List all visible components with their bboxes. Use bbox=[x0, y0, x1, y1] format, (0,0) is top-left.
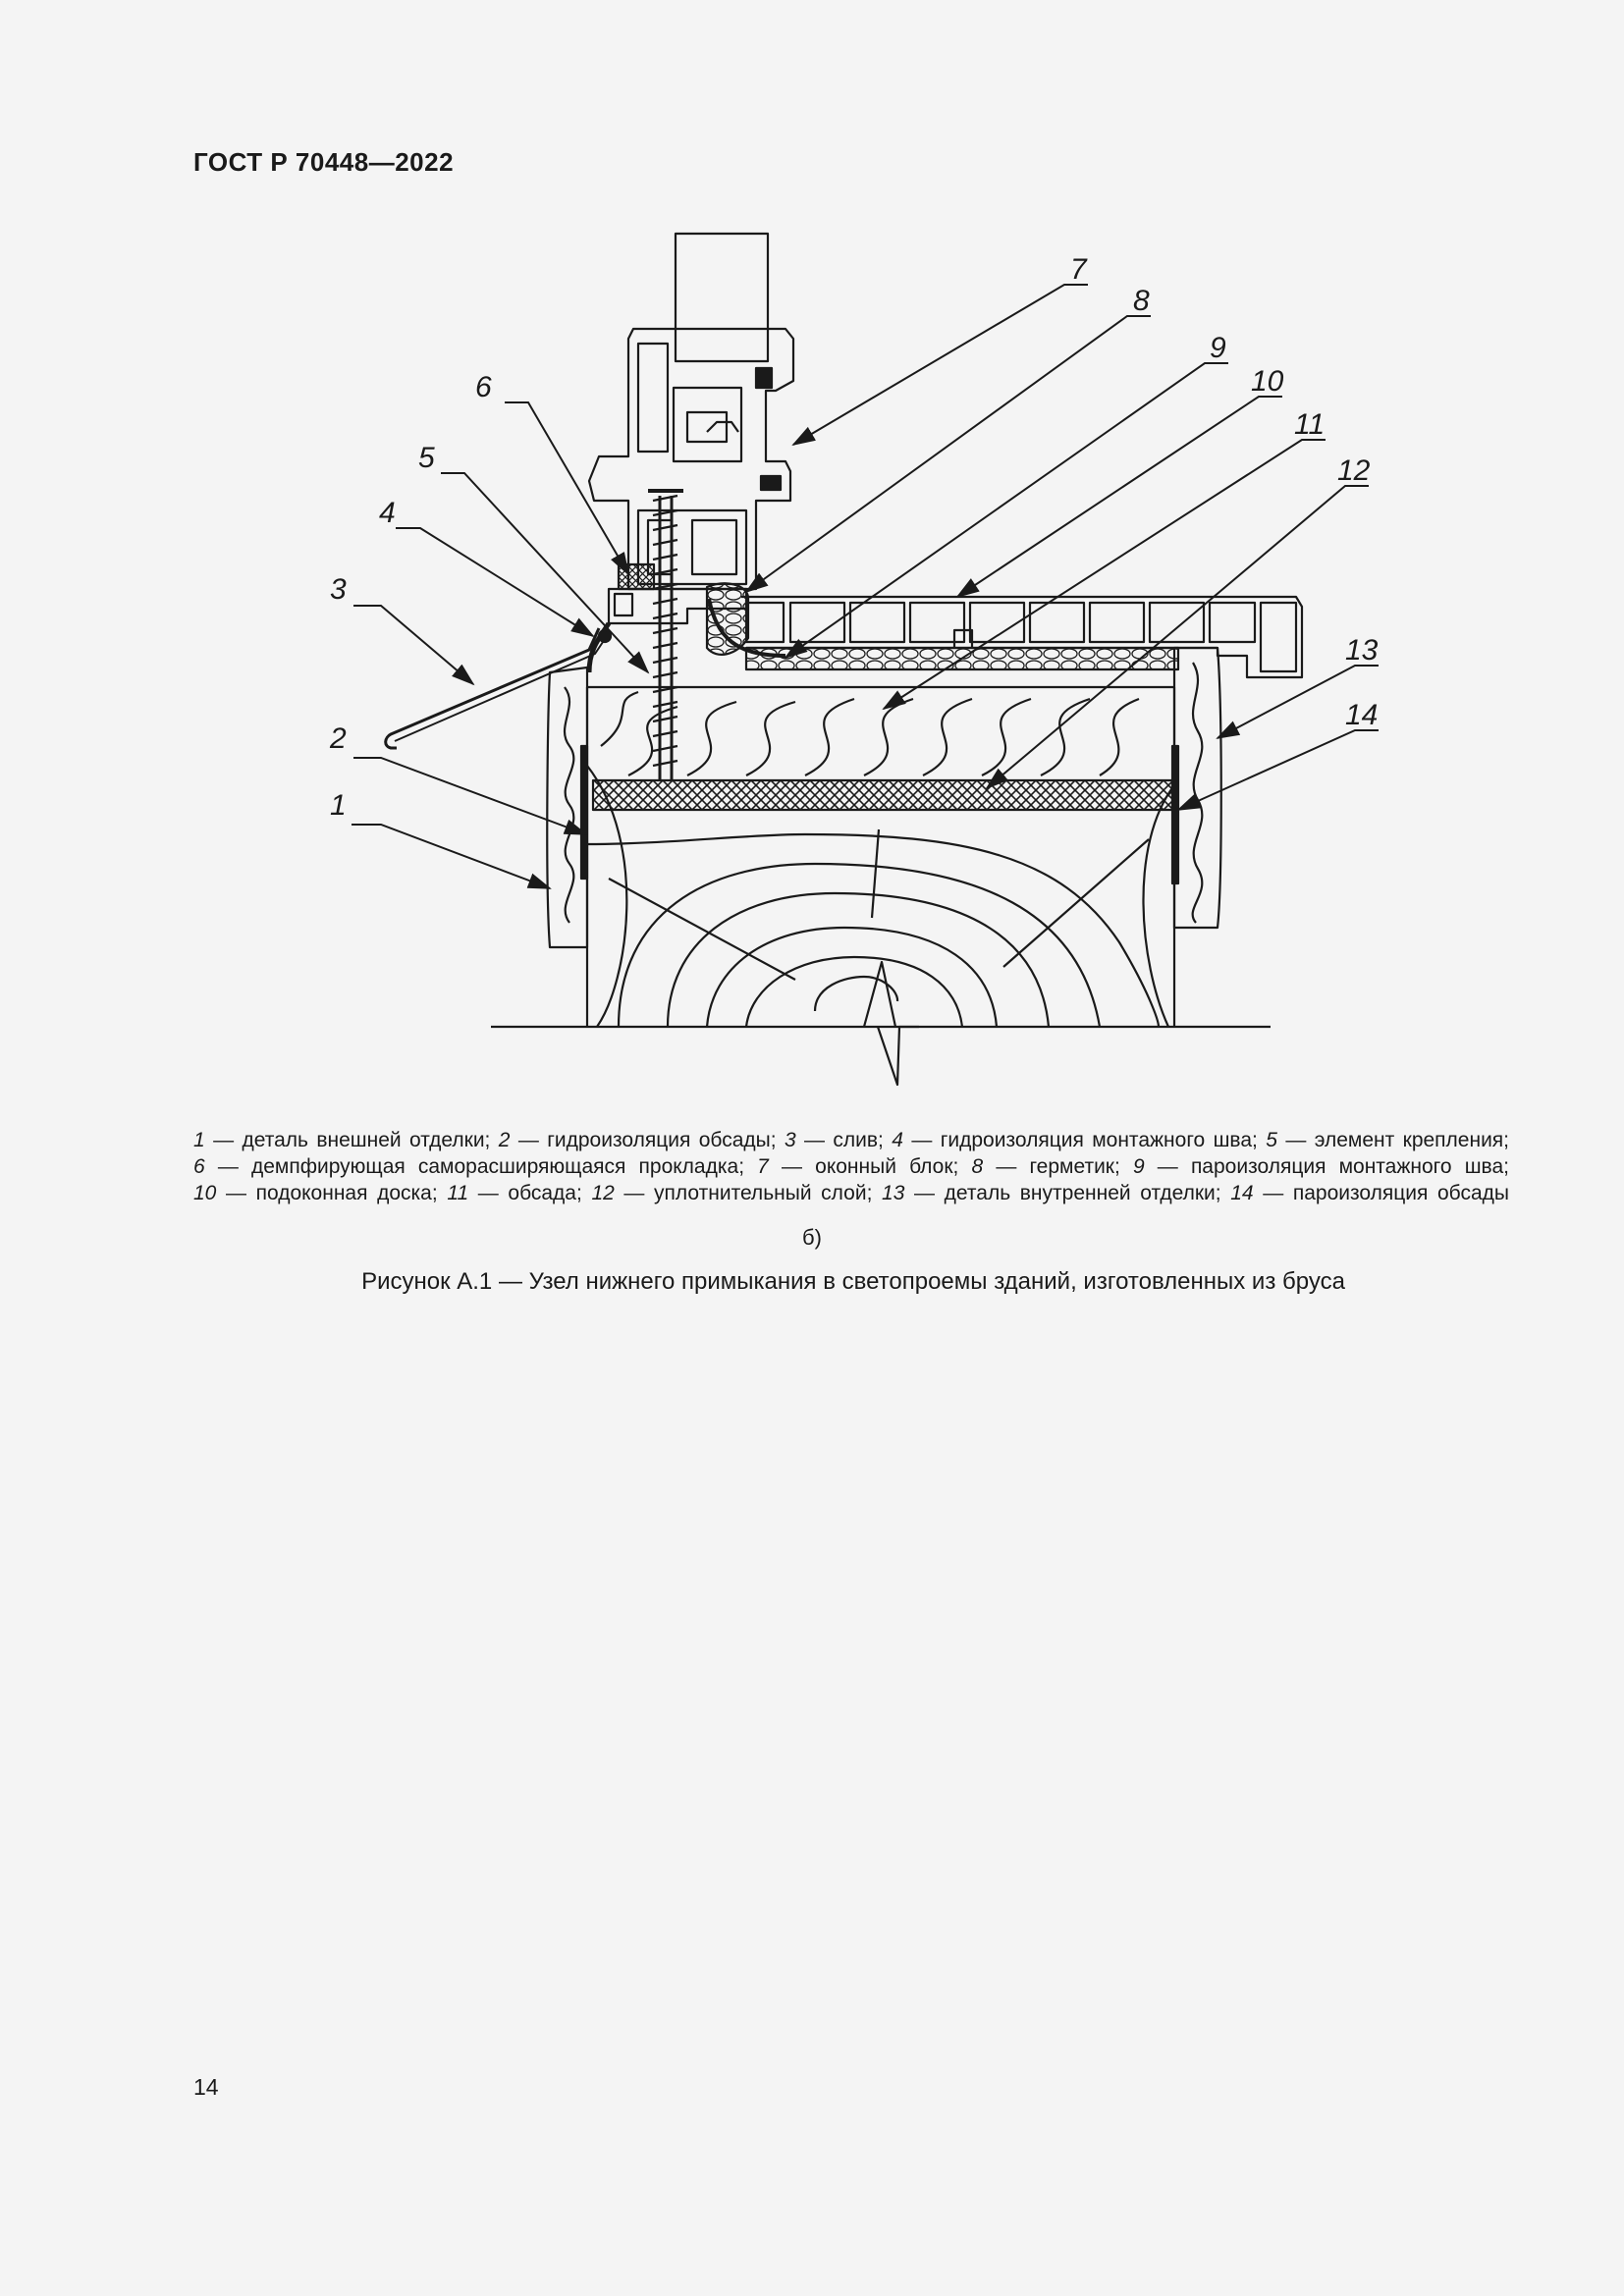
legend-num: 9 bbox=[1132, 1155, 1145, 1178]
document-header: ГОСТ Р 70448—2022 bbox=[193, 147, 455, 177]
legend-num: 1 bbox=[193, 1129, 205, 1151]
callout-10: 10 bbox=[1251, 365, 1284, 398]
callout-5: 5 bbox=[418, 442, 435, 474]
callout-4: 4 bbox=[379, 497, 396, 529]
drip-flashing bbox=[386, 628, 609, 748]
interior-trim bbox=[1172, 648, 1221, 928]
callout-11: 11 bbox=[1294, 408, 1326, 441]
legend-num: 7 bbox=[757, 1155, 769, 1178]
legend-text: — пароизоляция монтажного шва; bbox=[1144, 1155, 1509, 1178]
page-number: 14 bbox=[193, 2074, 219, 2100]
callout-13: 13 bbox=[1345, 634, 1379, 667]
legend-text: — демпфирующая саморасширяющаяся прокладка; bbox=[204, 1155, 758, 1178]
callout-6: 6 bbox=[475, 371, 492, 403]
legend-num: 3 bbox=[784, 1129, 796, 1151]
legend-line-2 bbox=[193, 1153, 1509, 1180]
legend-num: 2 bbox=[498, 1129, 511, 1151]
legend-text: — герметик; bbox=[983, 1155, 1133, 1178]
legend-text: — деталь внешней отделки; bbox=[204, 1129, 499, 1151]
legend-text: — деталь внутренней отделки; bbox=[904, 1182, 1231, 1204]
legend-text: — пароизоляция обсады bbox=[1253, 1182, 1509, 1204]
callout-3: 3 bbox=[330, 573, 347, 606]
figure-caption: Рисунок А.1 — Узел нижнего примыкания в светопроемы зданий, изготовленных из бруса bbox=[361, 1268, 1345, 1295]
legend-text: — оконный блок; bbox=[768, 1155, 972, 1178]
callout-8: 8 bbox=[1133, 285, 1150, 317]
exterior-trim bbox=[547, 667, 587, 947]
legend-text: — гидроизоляция обсады; bbox=[510, 1129, 785, 1151]
callout-7: 7 bbox=[1070, 253, 1087, 286]
window-frame bbox=[589, 234, 793, 656]
legend-num: 12 bbox=[591, 1182, 615, 1204]
legend-text: — элемент крепления; bbox=[1276, 1129, 1510, 1151]
fastener-screw bbox=[648, 491, 683, 780]
legend-line-3 bbox=[193, 1180, 1509, 1206]
legend-line-1 bbox=[193, 1127, 1509, 1153]
legend-text: — обсада; bbox=[468, 1182, 592, 1204]
subfigure-label: б) bbox=[802, 1225, 822, 1250]
callout-1: 1 bbox=[330, 789, 347, 822]
legend-num: 10 bbox=[193, 1182, 217, 1204]
legend-num: 5 bbox=[1266, 1129, 1277, 1151]
legend-text: — уплотнительный слой; bbox=[614, 1182, 883, 1204]
legend-num: 11 bbox=[447, 1182, 469, 1204]
callout-2: 2 bbox=[330, 722, 347, 755]
legend-text: — слив; bbox=[795, 1129, 893, 1151]
legend-num: 6 bbox=[193, 1155, 205, 1178]
legend-text: — гидроизоляция монтажного шва; bbox=[902, 1129, 1267, 1151]
callout-9: 9 bbox=[1210, 332, 1226, 364]
legend-num: 14 bbox=[1230, 1182, 1254, 1204]
legend-num: 8 bbox=[971, 1155, 984, 1178]
legend-num: 13 bbox=[882, 1182, 905, 1204]
technical-drawing bbox=[0, 0, 1624, 1109]
callout-14: 14 bbox=[1345, 699, 1379, 731]
figure-legend bbox=[193, 1127, 1509, 1206]
sealing-layer bbox=[593, 780, 1172, 810]
callout-12: 12 bbox=[1337, 454, 1371, 487]
legend-text: — подоконная доска; bbox=[216, 1182, 448, 1204]
legend-num: 4 bbox=[892, 1129, 903, 1151]
